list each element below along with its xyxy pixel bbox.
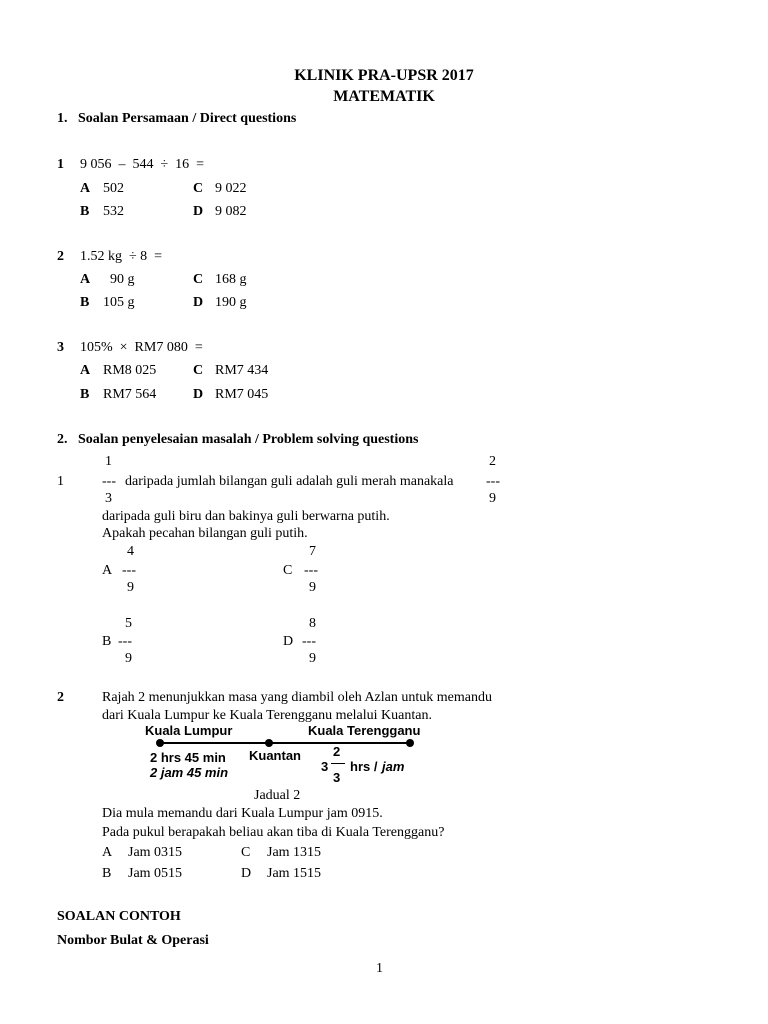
fraction-denominator: 9: [309, 651, 316, 666]
question-text: 9 056 – 544 ÷ 16 =: [80, 157, 205, 172]
option-value: RM7 564: [103, 387, 157, 402]
option-letter: A: [80, 181, 91, 196]
option-letter: B: [102, 866, 112, 881]
option-letter: D: [241, 866, 252, 881]
question-text: daripada jumlah bilangan guli adalah guli merah manakala: [125, 474, 454, 489]
page-number: 1: [376, 961, 383, 976]
option-letter: A: [80, 363, 91, 378]
route-node: [265, 739, 273, 747]
question-text: Dia mula memandu dari Kuala Lumpur jam 0915.: [102, 806, 383, 821]
segment-1-time-ms: 2 jam 45 min: [150, 765, 229, 780]
fraction-numerator: 4: [127, 544, 134, 559]
question-number: 1: [57, 474, 64, 489]
question-text: dari Kuala Lumpur ke Kuala Terengganu melalui Kuantan.: [102, 708, 432, 723]
option-letter: C: [193, 363, 204, 378]
option-value: 90 g: [110, 272, 135, 287]
question-number: 3: [57, 340, 64, 355]
segment-1-time-en: 2 hrs 45 min: [150, 750, 226, 765]
option-letter: D: [193, 295, 204, 310]
option-letter: C: [283, 563, 293, 578]
option-letter: B: [80, 387, 90, 402]
option-value: Jam 1315: [267, 845, 322, 860]
topic-heading: Nombor Bulat & Operasi: [57, 933, 209, 948]
option-value: Jam 0315: [128, 845, 183, 860]
option-value: 190 g: [215, 295, 247, 310]
fraction-denominator: 9: [125, 651, 132, 666]
fraction-bar: ---: [122, 563, 136, 578]
question-text: 1.52 kg ÷ 8 =: [80, 249, 163, 264]
question-number: 2: [57, 249, 64, 264]
fraction-bar: ---: [102, 474, 116, 489]
segment-2-unit-ms: jam: [382, 759, 405, 774]
question-text: 105% × RM7 080 =: [80, 340, 203, 355]
option-value: Jam 0515: [128, 866, 183, 881]
option-value: 168 g: [215, 272, 247, 287]
fraction-numerator: 1: [105, 454, 112, 469]
sample-heading: SOALAN CONTOH: [57, 909, 181, 924]
question-text: Apakah pecahan bilangan guli putih.: [102, 526, 308, 541]
option-value: 105 g: [103, 295, 135, 310]
option-letter: D: [283, 634, 294, 649]
fraction-bar: ---: [302, 634, 316, 649]
option-value: RM7 045: [215, 387, 269, 402]
fraction-denominator: 9: [309, 580, 316, 595]
option-letter: A: [102, 563, 113, 578]
question-number: 2: [57, 690, 64, 705]
fraction-denominator: 9: [127, 580, 134, 595]
option-value: 9 022: [215, 181, 247, 196]
segment-2-whole: 3: [321, 759, 329, 774]
option-value: Jam 1515: [267, 866, 322, 881]
option-letter: B: [80, 295, 90, 310]
question-text: Pada pukul berapakah beliau akan tiba di Kuala Terengganu?: [102, 825, 445, 840]
option-letter: C: [193, 272, 204, 287]
fraction-bar: ---: [486, 474, 500, 489]
fraction-bar: ---: [118, 634, 132, 649]
option-letter: C: [193, 181, 204, 196]
fraction-denominator: 3: [333, 770, 341, 785]
option-letter: D: [193, 204, 204, 219]
option-letter: D: [193, 387, 204, 402]
page-subtitle: MATEMATIK: [333, 88, 435, 105]
question-number: 1: [57, 157, 64, 172]
option-value: 9 082: [215, 204, 247, 219]
section-1-heading: 1. Soalan Persamaan / Direct questions: [57, 111, 297, 126]
segment-2-unit-en: hrs /: [350, 759, 378, 774]
fraction-numerator: 8: [309, 616, 316, 631]
question-text: daripada guli biru dan bakinya guli berwarna putih.: [102, 509, 390, 524]
option-value: 532: [103, 204, 124, 219]
diagram-start-label: Kuala Lumpur: [145, 723, 233, 738]
question-text: Rajah 2 menunjukkan masa yang diambil oleh Azlan untuk memandu: [102, 690, 492, 705]
fraction-denominator: 3: [105, 491, 112, 506]
option-value: RM8 025: [103, 363, 157, 378]
diagram-end-label: Kuala Terengganu: [308, 723, 421, 738]
fraction-line: [331, 763, 345, 764]
option-letter: B: [102, 634, 112, 649]
fraction-numerator: 2: [333, 744, 341, 759]
option-letter: B: [80, 204, 90, 219]
fraction-numerator: 7: [309, 544, 316, 559]
diagram-mid-label: Kuantan: [249, 748, 301, 763]
fraction-denominator: 9: [489, 491, 496, 506]
diagram-caption: Jadual 2: [254, 788, 301, 803]
section-2-heading: 2. Soalan penyelesaian masalah / Problem solving questions: [57, 432, 419, 447]
fraction-numerator: 5: [125, 616, 132, 631]
option-value: RM7 434: [215, 363, 269, 378]
option-letter: C: [241, 845, 251, 860]
option-letter: A: [102, 845, 113, 860]
option-letter: A: [80, 272, 91, 287]
route-node: [406, 739, 414, 747]
fraction-numerator: 2: [489, 454, 496, 469]
page-title: KLINIK PRA-UPSR 2017: [294, 67, 474, 84]
route-node: [156, 739, 164, 747]
option-value: 502: [103, 181, 124, 196]
fraction-bar: ---: [304, 563, 318, 578]
